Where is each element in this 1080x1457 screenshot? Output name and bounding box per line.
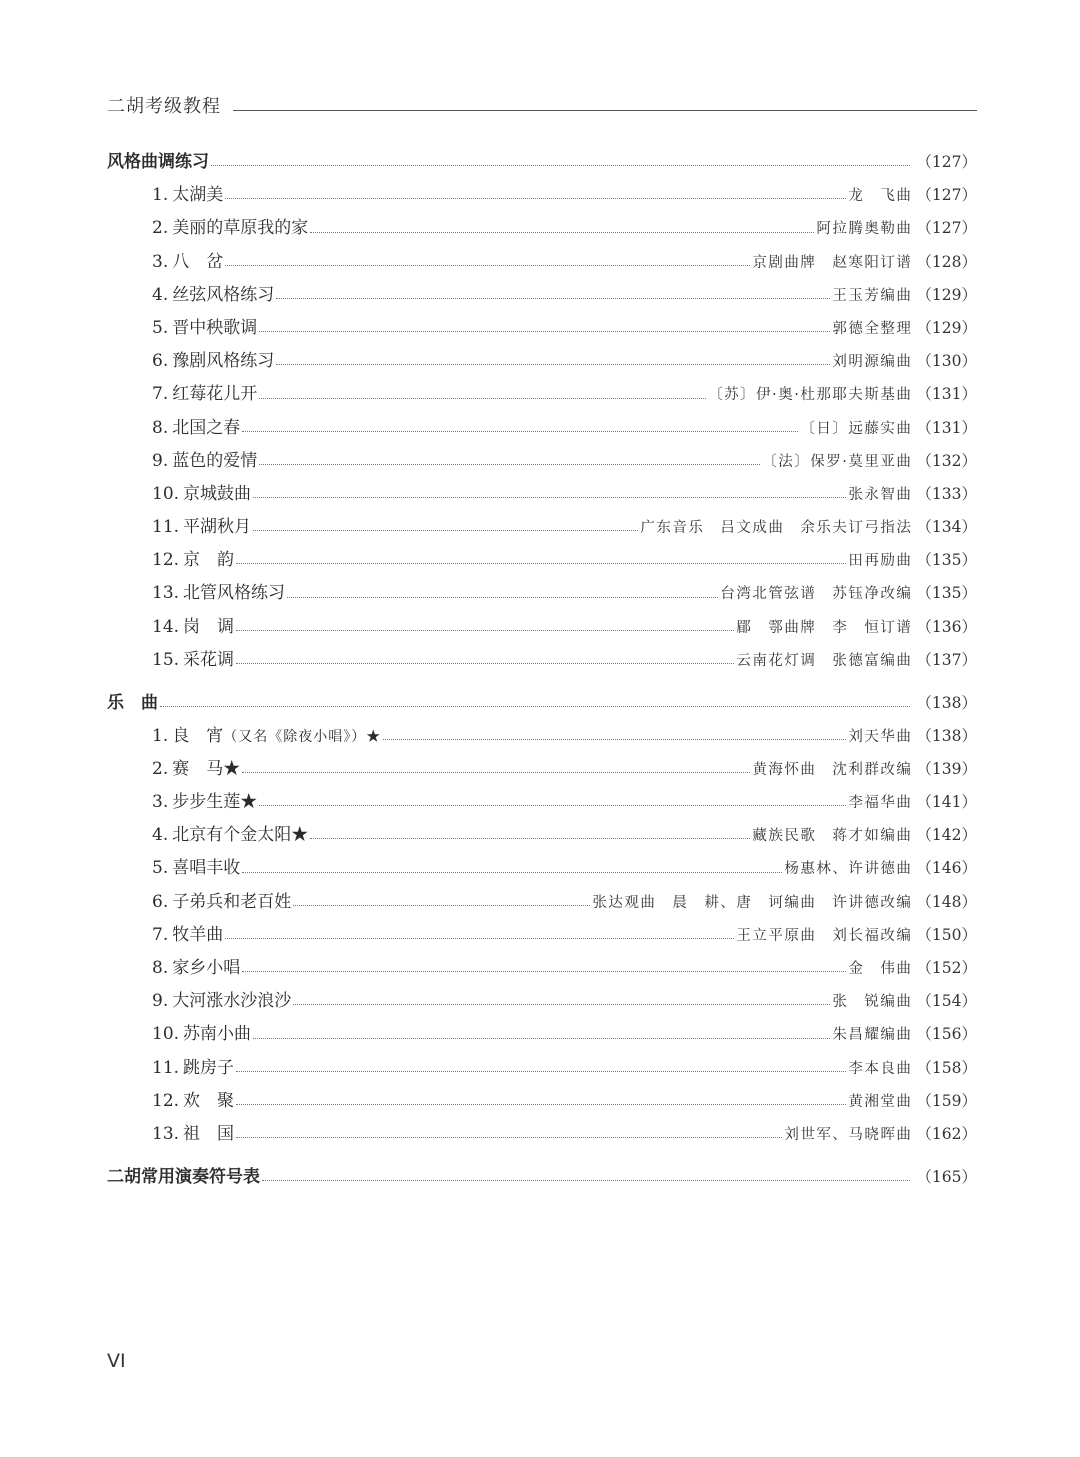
- entry-number: 13.: [152, 583, 180, 604]
- entry-page: （148）: [916, 892, 977, 911]
- entry-author: 王玉芳编曲: [832, 287, 913, 304]
- entry-number: 7.: [152, 384, 169, 405]
- dot-leader: [253, 496, 846, 498]
- toc-entry[interactable]: [107, 1018, 977, 1051]
- dot-leader: [242, 771, 750, 773]
- dot-leader: [225, 937, 734, 939]
- entry-page: （156）: [916, 1025, 977, 1044]
- toc-entry[interactable]: [107, 577, 977, 610]
- toc-entry[interactable]: [107, 1052, 977, 1085]
- entry-author: 刘天华曲: [848, 728, 913, 745]
- entry-title: 京城鼓曲: [183, 483, 252, 504]
- toc-entry[interactable]: [107, 611, 977, 644]
- dot-leader: [253, 1037, 830, 1039]
- dot-leader: [293, 904, 590, 906]
- header-rule: [233, 110, 977, 111]
- entry-author: 黄海怀曲 沈利群改编: [752, 761, 913, 778]
- dot-leader: [236, 1136, 782, 1138]
- entry-author: 黄湘堂曲: [848, 1093, 913, 1110]
- entry-author: 〔日〕远藤实曲: [800, 420, 913, 437]
- toc-entry[interactable]: [107, 212, 977, 245]
- entry-page: （137）: [916, 650, 977, 669]
- toc-entry[interactable]: [107, 753, 977, 786]
- section-page: （138）: [916, 693, 977, 712]
- entry-number: 8.: [152, 417, 169, 438]
- entry-page: （159）: [916, 1091, 977, 1110]
- entry-author: 张达观曲 晨 耕、唐 诃编曲 许讲德改编: [592, 894, 913, 911]
- toc-entry[interactable]: [107, 852, 977, 885]
- entry-author: 田再励曲: [848, 553, 913, 570]
- toc-entry[interactable]: [107, 919, 977, 952]
- toc-entry[interactable]: [107, 345, 977, 378]
- toc-entry[interactable]: [107, 819, 977, 852]
- entry-title: 大河涨水沙浪沙: [172, 991, 292, 1012]
- entry-note: （又名《除夜小唱》）★: [223, 728, 382, 745]
- entry-title: 子弟兵和老百姓: [172, 891, 292, 912]
- table-of-contents: [107, 146, 977, 1194]
- entry-title: 美丽的草原我的家: [172, 218, 309, 239]
- entry-title: 平湖秋月: [183, 517, 252, 538]
- entry-author: 张 锐编曲: [832, 994, 913, 1011]
- entry-page: （150）: [916, 925, 977, 944]
- entry-page: （135）: [916, 551, 977, 570]
- dot-leader: [225, 197, 846, 199]
- toc-entry[interactable]: [107, 279, 977, 312]
- entry-page: （132）: [916, 451, 977, 470]
- entry-number: 6.: [152, 351, 169, 372]
- entry-title: 八 岔: [172, 251, 224, 272]
- toc-entry[interactable]: [107, 544, 977, 577]
- entry-author: 阿拉腾奥勒曲: [816, 221, 913, 238]
- dot-leader: [236, 629, 734, 631]
- running-header: [107, 88, 977, 118]
- entry-title: 岗 调: [183, 616, 235, 637]
- entry-author: 李本良曲: [848, 1060, 913, 1077]
- entry-author: 刘明源编曲: [832, 354, 913, 371]
- entry-number: 5.: [152, 858, 169, 879]
- entry-title: 跳房子: [183, 1057, 235, 1078]
- entry-page: （129）: [916, 318, 977, 337]
- dot-leader: [259, 330, 830, 332]
- entry-title: 赛 马★: [172, 758, 241, 779]
- dot-leader: [287, 596, 718, 598]
- entry-number: 11.: [152, 1057, 180, 1078]
- entry-title: 丝弦风格练习: [172, 284, 275, 305]
- dot-leader: [253, 529, 638, 531]
- dot-leader: [262, 1179, 910, 1181]
- entry-title: 京 韵: [183, 550, 235, 571]
- entry-title: 红莓花儿开: [172, 384, 258, 405]
- entry-number: 8.: [152, 958, 169, 978]
- book-title: 二胡考级教程: [107, 96, 221, 117]
- entry-author: 张永智曲: [848, 486, 913, 503]
- dot-leader: [236, 562, 846, 564]
- entry-number: 3.: [152, 251, 169, 272]
- toc-entry[interactable]: [107, 246, 977, 279]
- entry-title: 采花调: [183, 649, 235, 670]
- entry-page: （127）: [916, 219, 977, 238]
- dot-leader: [236, 1070, 846, 1072]
- dot-leader: [242, 871, 782, 873]
- entry-page: （127）: [916, 186, 977, 205]
- dot-leader: [242, 430, 798, 432]
- entry-number: 6.: [152, 891, 169, 912]
- entry-number: 15.: [152, 649, 180, 670]
- toc-entry[interactable]: [107, 644, 977, 677]
- entry-title: 欢 聚: [183, 1090, 235, 1111]
- entry-author: 杨惠林、许讲德曲: [784, 861, 913, 878]
- entry-author: 广东音乐 吕文成曲 余乐夫订弓指法: [640, 520, 913, 537]
- dot-leader: [211, 164, 910, 166]
- toc-entry[interactable]: [107, 478, 977, 511]
- entry-number: 2.: [152, 218, 169, 239]
- entry-page: （158）: [916, 1058, 977, 1077]
- entry-page: （138）: [916, 726, 977, 745]
- toc-entry[interactable]: [107, 179, 977, 212]
- dot-leader: [383, 738, 846, 740]
- toc-entry[interactable]: [107, 985, 977, 1018]
- entry-number: 14.: [152, 616, 180, 637]
- entry-page: （133）: [916, 484, 977, 503]
- entry-author: 台湾北管弦谱 苏钰净改编: [720, 586, 913, 603]
- entry-number: 3.: [152, 792, 169, 813]
- entry-author: 李福华曲: [848, 795, 913, 812]
- entry-page: （130）: [916, 352, 977, 371]
- entry-number: 4.: [152, 825, 169, 846]
- dot-leader: [276, 363, 830, 365]
- entry-page: （162）: [916, 1124, 977, 1143]
- section-page: （165）: [916, 1167, 977, 1186]
- entry-number: 12.: [152, 550, 180, 571]
- entry-author: 郭德全整理: [832, 320, 913, 337]
- entry-page: （135）: [916, 584, 977, 603]
- entry-author: 云南花灯调 张德富编曲: [736, 652, 913, 669]
- toc-entry[interactable]: [107, 445, 977, 478]
- dot-leader: [259, 804, 846, 806]
- entry-page: （139）: [916, 759, 977, 778]
- entry-title: 喜唱丰收: [172, 858, 241, 879]
- toc-section[interactable]: [107, 687, 977, 720]
- entry-page: （154）: [916, 992, 977, 1011]
- dot-leader: [225, 264, 750, 266]
- entry-number: 10.: [152, 1024, 180, 1045]
- toc-entry[interactable]: [107, 952, 977, 985]
- section-title: 风格曲调练习: [107, 152, 209, 172]
- entry-author: 金 伟曲: [848, 961, 913, 977]
- page-number: VI: [107, 1350, 126, 1372]
- entry-title: 苏南小曲: [183, 1024, 252, 1045]
- toc-section[interactable]: [107, 1161, 977, 1194]
- entry-number: 5.: [152, 317, 169, 338]
- entry-number: 13.: [152, 1123, 180, 1144]
- toc-section[interactable]: [107, 146, 977, 179]
- toc-entry[interactable]: [107, 786, 977, 819]
- toc-entry[interactable]: [107, 1085, 977, 1118]
- entry-author: 朱昌耀编曲: [832, 1027, 913, 1044]
- entry-author: 刘世军、马晓晖曲: [784, 1126, 913, 1143]
- dot-leader: [293, 1003, 830, 1005]
- toc-entry[interactable]: [107, 312, 977, 345]
- entry-author: 藏族民歌 蒋才如编曲: [752, 828, 913, 845]
- entry-author: 郿 鄠曲牌 李 恒订谱: [736, 619, 913, 636]
- entry-page: （152）: [916, 959, 977, 977]
- entry-author: 王立平原曲 刘长福改编: [736, 927, 913, 944]
- dot-leader: [236, 1103, 846, 1105]
- entry-author: 〔苏〕伊·奥·杜那耶夫斯基曲: [708, 387, 913, 404]
- entry-page: （136）: [916, 617, 977, 636]
- toc-entry[interactable]: [107, 886, 977, 919]
- entry-title: 蓝色的爱情: [172, 450, 258, 471]
- toc-entry[interactable]: [107, 412, 977, 445]
- dot-leader: [276, 297, 830, 299]
- entry-title: 晋中秧歌调: [172, 317, 258, 338]
- dot-leader: [242, 970, 846, 972]
- entry-page: （134）: [916, 518, 977, 537]
- toc-entry[interactable]: [107, 511, 977, 544]
- entry-page: （141）: [916, 793, 977, 812]
- dot-leader: [259, 397, 706, 399]
- entry-author: 龙 飞曲: [848, 188, 913, 205]
- entry-title: 良 宵: [172, 725, 224, 746]
- dot-leader: [236, 662, 734, 664]
- entry-author: 京剧曲牌 赵寒阳订谱: [752, 254, 913, 271]
- section-page: （127）: [916, 153, 977, 171]
- entry-number: 12.: [152, 1090, 180, 1111]
- entry-author: 〔法〕保罗·莫里亚曲: [762, 453, 913, 470]
- toc-entry[interactable]: [107, 1118, 977, 1151]
- entry-title: 北管风格练习: [183, 583, 286, 604]
- entry-number: 7.: [152, 924, 169, 945]
- entry-title: 步步生莲★: [172, 792, 258, 813]
- entry-title: 豫剧风格练习: [172, 351, 275, 372]
- entry-number: 10.: [152, 483, 180, 504]
- entry-title: 太湖美: [172, 185, 224, 206]
- entry-number: 1.: [152, 725, 169, 746]
- entry-page: （146）: [916, 859, 977, 878]
- dot-leader: [259, 463, 760, 465]
- entry-number: 9.: [152, 991, 169, 1012]
- dot-leader: [310, 837, 750, 839]
- section-title: 乐 曲: [107, 692, 158, 713]
- entry-page: （128）: [916, 252, 977, 271]
- entry-number: 2.: [152, 758, 169, 779]
- dot-leader: [160, 705, 910, 707]
- entry-page: （142）: [916, 826, 977, 845]
- entry-page: （131）: [916, 385, 977, 404]
- entry-number: 4.: [152, 284, 169, 305]
- toc-entry[interactable]: [107, 378, 977, 411]
- entry-page: （129）: [916, 285, 977, 304]
- entry-title: 牧羊曲: [172, 924, 224, 945]
- entry-page: （131）: [916, 418, 977, 437]
- toc-entry[interactable]: [107, 720, 977, 753]
- entry-title: 北京有个金太阳★: [172, 825, 309, 846]
- dot-leader: [310, 231, 814, 233]
- entry-title: 家乡小唱: [172, 958, 241, 978]
- entry-number: 9.: [152, 450, 169, 471]
- entry-number: 11.: [152, 517, 180, 538]
- entry-number: 1.: [152, 185, 169, 206]
- section-title: 二胡常用演奏符号表: [107, 1166, 260, 1187]
- entry-title: 北国之春: [172, 417, 241, 438]
- entry-title: 祖 国: [183, 1123, 235, 1144]
